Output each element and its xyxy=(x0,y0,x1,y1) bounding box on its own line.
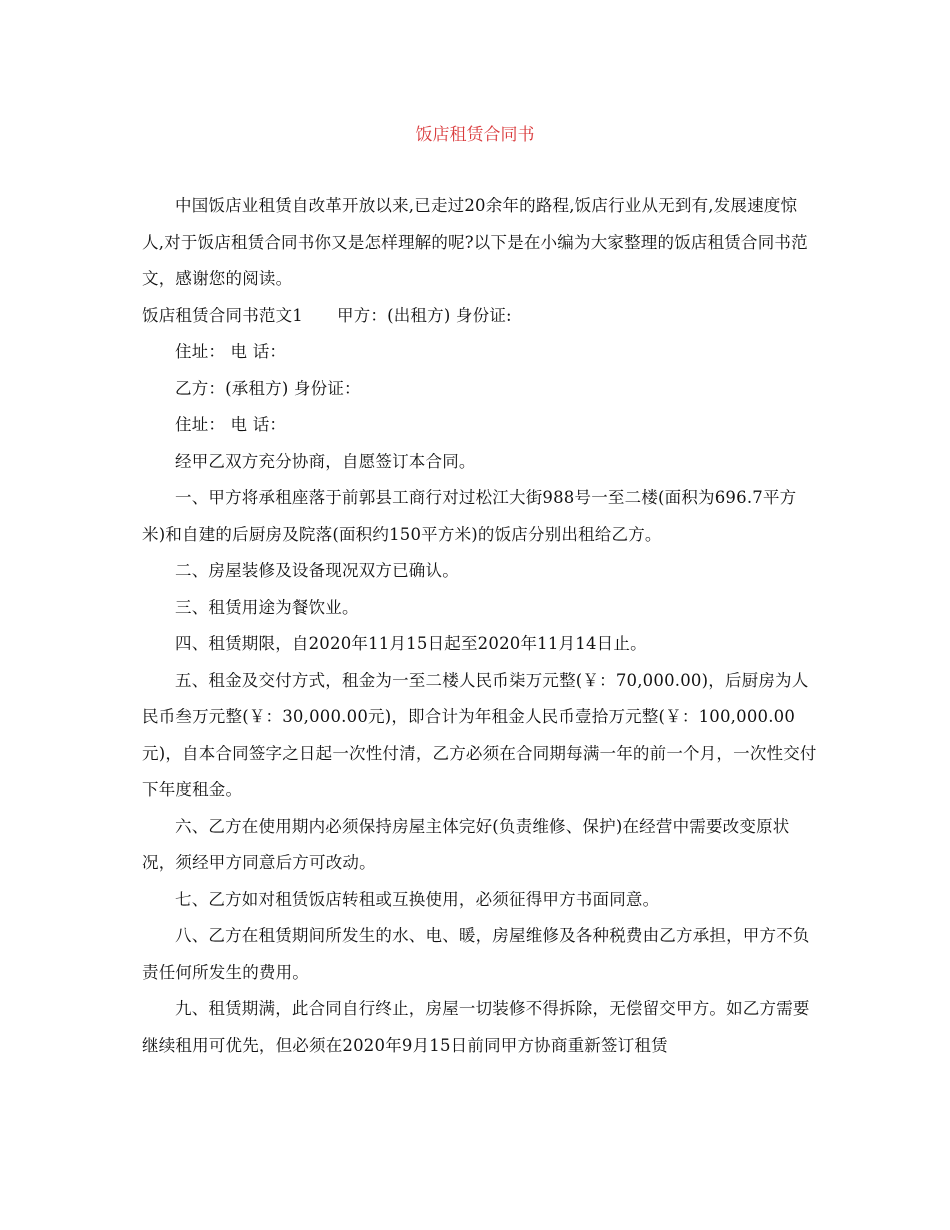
clause-8: 八、乙方在租赁期间所发生的水、电、暖，房屋维修及各种税费由乙方承担，甲方不负责任何所发生的费用。 xyxy=(142,926,810,982)
party-a-line: 甲方：(出租方) 身份证: xyxy=(337,305,512,325)
document-title: 饭店租赁合同书 xyxy=(415,125,535,145)
clause-5: 五、租金及交付方式，租金为一至二楼人民币柒万元整(￥：70,000.00)，后厨房为人民币叁万元整(￥：30,000.00元)，即合计为年租金人民币壹拾万元整(￥：100,000.00元)，自本合同签字之日起一次性付清，乙方必须在合同期每满一年的前一个月，一次性交付下年度租金。 xyxy=(142,670,817,799)
clause-7: 七、乙方如对租赁饭店转租或互换使用，必须征得甲方书面同意。 xyxy=(175,889,660,909)
address-b-line: 住址： 电 话： xyxy=(175,415,287,434)
sample-heading-line xyxy=(142,298,817,335)
clause-9: 九、租赁期满，此合同自行终止，房屋一切装修不得拆除，无偿留交甲方。如乙方需要继续租用可优先，但必须在2020年9月15日前同甲方协商重新签订租赁 xyxy=(142,999,810,1055)
agreement-line: 经甲乙双方充分协商，自愿签订本合同。 xyxy=(175,451,476,471)
address-a-line: 住址： 电 话： xyxy=(175,342,287,361)
party-b-line: 乙方：(承租方) 身份证： xyxy=(175,378,361,398)
document-body xyxy=(142,188,817,1064)
clause-1: 一、甲方将承租座落于前郭县工商行对过松江大街988号一至二楼(面积为696.7平方米)和自建的后厨房及院落(面积约150平方米)的饭店分别出租给乙方。 xyxy=(142,488,797,544)
clause-6: 六、乙方在使用期内必须保持房屋主体完好(负责维修、保护)在经营中需要改变原状况，须经甲方同意后方可改动。 xyxy=(142,816,790,872)
clause-4: 四、租赁期限，自2020年11月15日起至2020年11月14日止。 xyxy=(175,634,647,653)
sample-heading: 饭店租赁合同书范文1 xyxy=(142,305,303,325)
clause-2: 二、房屋装修及设备现况双方已确认。 xyxy=(175,561,459,580)
clause-3: 三、租赁用途为餐饮业。 xyxy=(175,597,359,617)
intro-paragraph: 中国饭店业租赁自改革开放以来,已走过20余年的路程,饭店行业从无到有,发展速度惊人,对于饭店租赁合同书你又是怎样理解的呢?以下是在小编为大家整理的饭店租赁合同书范文，感谢您的阅读。 xyxy=(142,196,808,288)
